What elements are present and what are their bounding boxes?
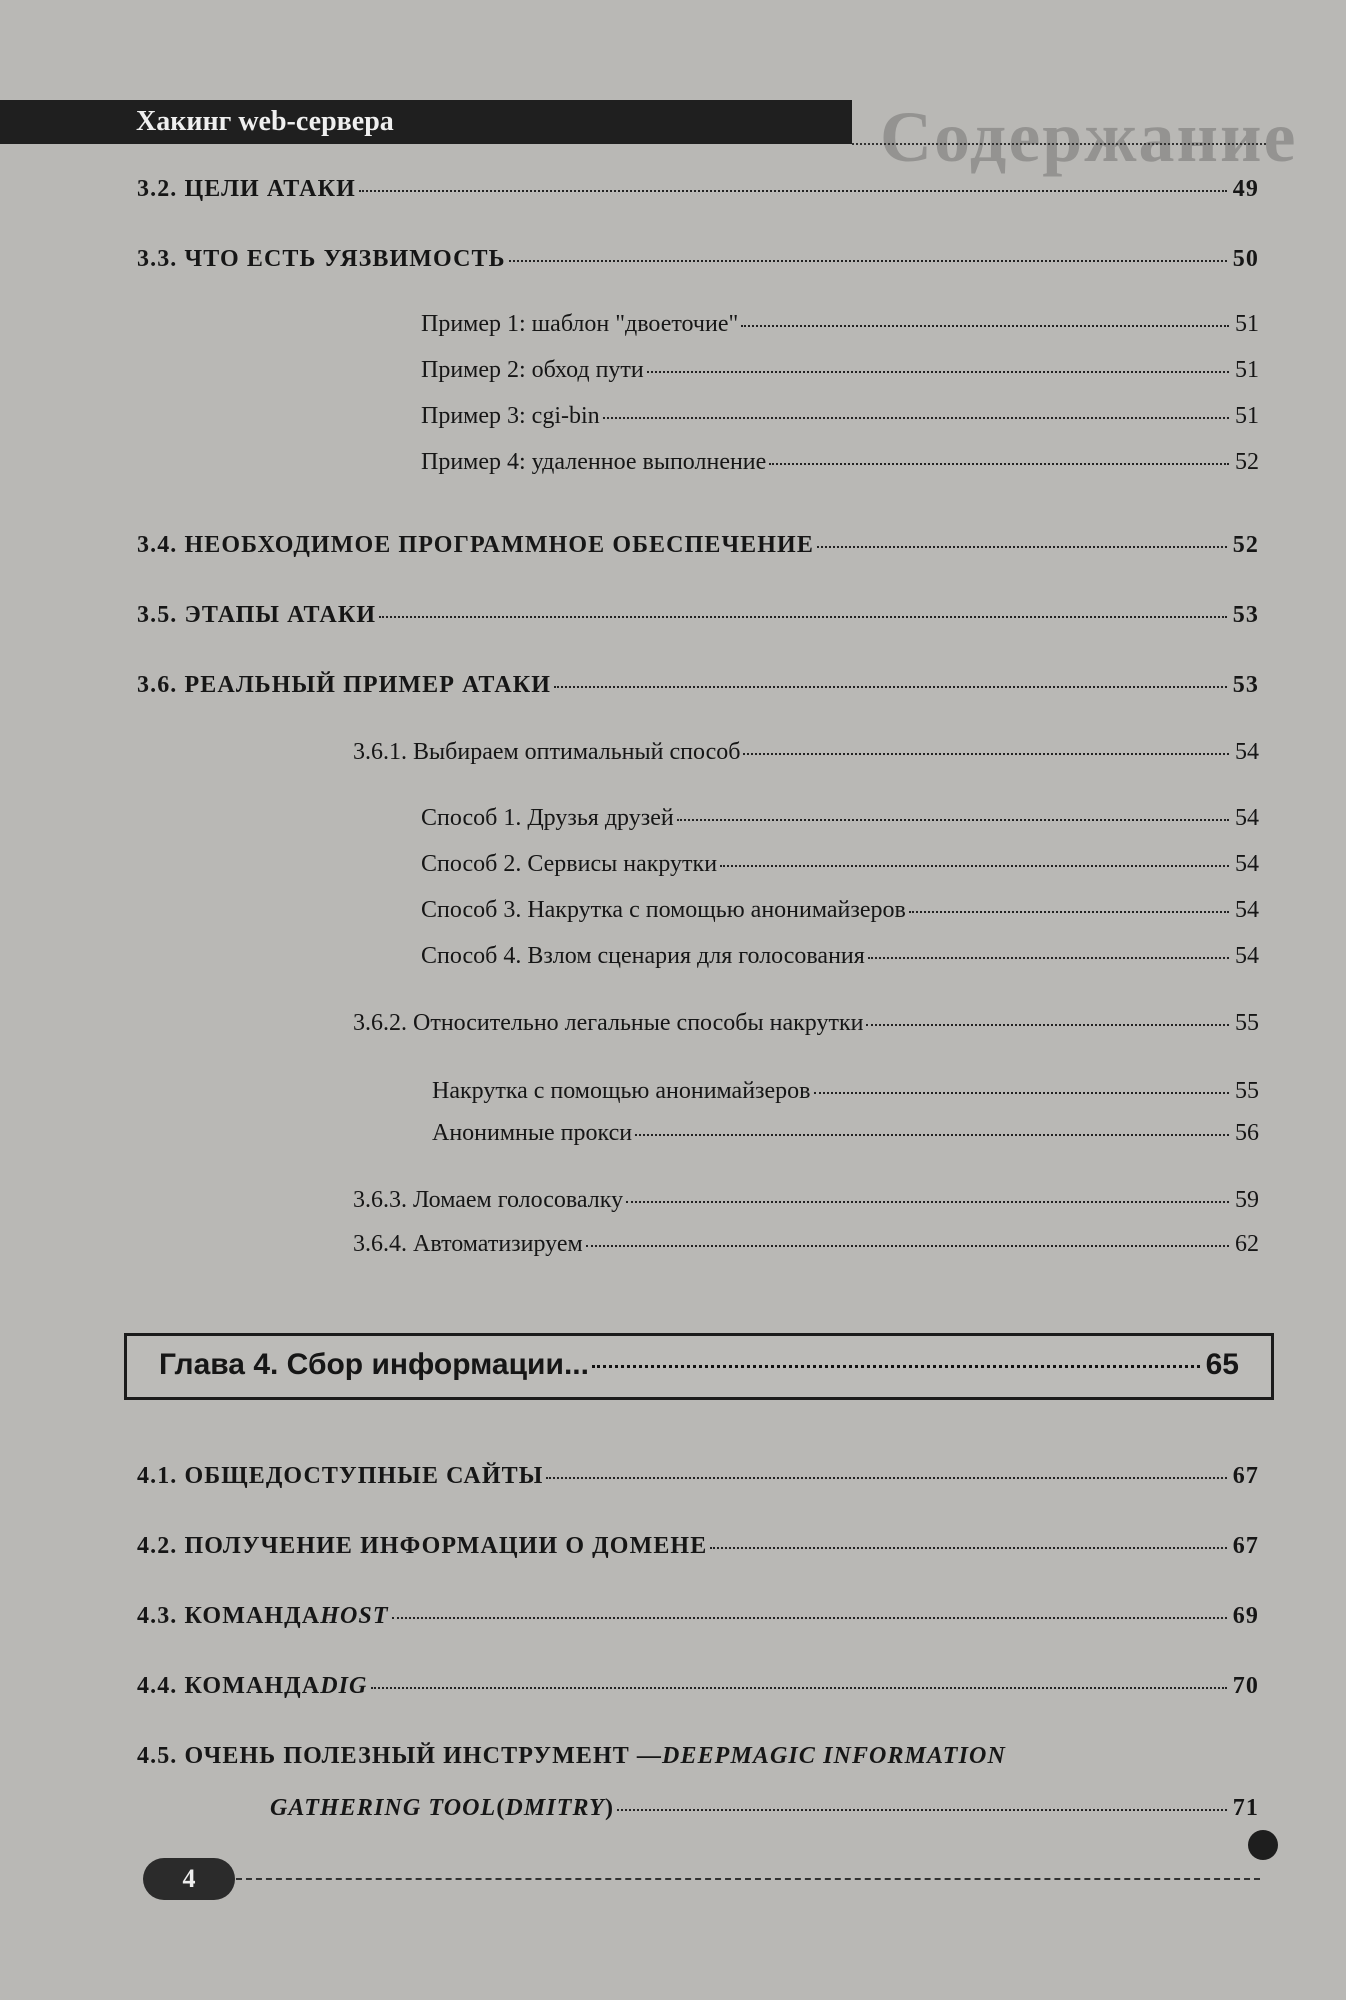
toc-leader (909, 911, 1229, 913)
toc-title: ПОЛУЧЕНИЕ ИНФОРМАЦИИ О ДОМЕНЕ (184, 1533, 708, 1559)
toc-entry-example-2[interactable] (421, 357, 1259, 384)
toc-title: ОЧЕНЬ ПОЛЕЗНЫЙ ИНСТРУМЕНТ — (184, 1743, 663, 1769)
toc-title-italic: DMITRY (505, 1795, 605, 1821)
toc-title: 3.6.1. Выбираем оптимальный способ (353, 739, 741, 765)
toc-page: 49 (1232, 176, 1259, 202)
toc-leader (710, 1547, 1226, 1549)
toc-title: Анонимные прокси (432, 1120, 633, 1146)
toc-page: 54 (1235, 739, 1259, 765)
toc-title-plain: ) (604, 1795, 615, 1821)
toc-title: Способ 2. Сервисы накрутки (421, 851, 718, 877)
toc-page: 53 (1232, 672, 1259, 698)
toc-page: 69 (1232, 1603, 1259, 1629)
toc-title: КОМАНДА (184, 1673, 321, 1699)
toc-page: 51 (1235, 357, 1259, 383)
toc-title: Способ 4. Взлом сценария для голосования (421, 943, 865, 969)
toc-number: 3.2. (137, 176, 178, 202)
ghost-chapter-title: Содержание (880, 97, 1298, 177)
toc-number: 3.5. (137, 602, 178, 628)
toc-entry-4-2[interactable] (137, 1533, 1259, 1560)
toc-number: 4.1. (137, 1463, 178, 1489)
toc-title-italic: HOST (320, 1603, 389, 1629)
toc-entry-method-1[interactable] (421, 805, 1259, 832)
toc-entry-anonymous-proxies[interactable] (432, 1120, 1259, 1147)
toc-entry-example-3[interactable] (421, 403, 1259, 430)
toc-entry-4-3[interactable] (137, 1603, 1259, 1630)
toc-leader (371, 1687, 1227, 1689)
toc-page: 54 (1235, 943, 1259, 969)
toc-entry-chapter-4[interactable] (159, 1348, 1239, 1382)
toc-leader (743, 753, 1229, 755)
toc-page: 71 (1232, 1795, 1259, 1821)
toc-title: Накрутка с помощью анонимайзеров (432, 1078, 811, 1104)
toc-title: НЕОБХОДИМОЕ ПРОГРАММНОЕ ОБЕСПЕЧЕНИЕ (184, 532, 814, 558)
toc-title-plain: ( (496, 1795, 506, 1821)
toc-leader (617, 1809, 1227, 1811)
toc-entry-4-5[interactable] (137, 1743, 1259, 1770)
toc-leader (741, 325, 1229, 327)
toc-number: 3.6. (137, 672, 178, 698)
toc-entry-anonymizers[interactable] (432, 1078, 1259, 1105)
toc-entry-3-6[interactable] (137, 672, 1259, 699)
toc-entry-4-1[interactable] (137, 1463, 1259, 1490)
toc-number: 4.2. (137, 1533, 178, 1559)
running-header-title: Хакинг web-сервера (136, 106, 394, 137)
toc-page: 51 (1235, 311, 1259, 337)
toc-title: ЧТО ЕСТЬ УЯЗВИМОСТЬ (184, 246, 506, 272)
toc-leader (554, 686, 1227, 688)
toc-leader (868, 957, 1229, 959)
toc-page: 65 (1205, 1348, 1239, 1381)
toc-title: Пример 2: обход пути (421, 357, 644, 383)
toc-page: 54 (1235, 897, 1259, 923)
toc-leader (626, 1201, 1229, 1203)
toc-entry-3-2[interactable] (137, 176, 1259, 203)
toc-entry-method-2[interactable] (421, 851, 1259, 878)
chapter-title: Глава 4. Сбор информации... (159, 1348, 589, 1381)
toc-leader (817, 546, 1227, 548)
toc-page: 55 (1235, 1078, 1259, 1104)
toc-entry-method-3[interactable] (421, 897, 1259, 924)
toc-entry-4-5-continued[interactable] (270, 1795, 1259, 1822)
toc-entry-4-4[interactable] (137, 1673, 1259, 1700)
toc-title: Пример 4: удаленное выполнение (421, 449, 767, 475)
toc-number: 4.3. (137, 1603, 178, 1629)
toc-title: 3.6.4. Автоматизируем (353, 1231, 583, 1257)
toc-leader (814, 1092, 1229, 1094)
toc-leader (546, 1477, 1226, 1479)
toc-title: Пример 1: шаблон "двоеточие" (421, 311, 739, 337)
toc-leader (635, 1134, 1229, 1136)
toc-entry-3-3[interactable] (137, 246, 1259, 273)
toc-leader (720, 865, 1229, 867)
toc-leader (586, 1245, 1229, 1247)
toc-title: ОБЩЕДОСТУПНЫЕ САЙТЫ (184, 1463, 544, 1489)
toc-entry-method-4[interactable] (421, 943, 1259, 970)
toc-title: Способ 1. Друзья друзей (421, 805, 674, 831)
running-header-bar (0, 100, 852, 144)
toc-leader (392, 1617, 1227, 1619)
page-number-badge: 4 (143, 1858, 235, 1900)
toc-leader (359, 190, 1227, 192)
toc-entry-example-1[interactable] (421, 311, 1259, 338)
toc-page: 70 (1232, 1673, 1259, 1699)
header-dotted-rule (852, 143, 1266, 145)
toc-number: 4.4. (137, 1673, 178, 1699)
toc-title: 3.6.2. Относительно легальные способы накрутки (353, 1010, 864, 1036)
toc-title-italic: DEEPMAGIC INFORMATION (662, 1743, 1006, 1769)
toc-title: Способ 3. Накрутка с помощью анонимайзеров (421, 897, 906, 923)
toc-leader (603, 417, 1229, 419)
toc-entry-3-6-4[interactable] (353, 1231, 1259, 1258)
toc-page: 56 (1235, 1120, 1259, 1146)
toc-title: РЕАЛЬНЫЙ ПРИМЕР АТАКИ (184, 672, 552, 698)
toc-leader (379, 616, 1227, 618)
footer-bullet-icon (1248, 1830, 1278, 1860)
chapter-4-box (124, 1333, 1274, 1400)
toc-title: КОМАНДА (184, 1603, 321, 1629)
toc-entry-3-6-1[interactable] (353, 739, 1259, 766)
toc-page: 52 (1232, 532, 1259, 558)
toc-number: 3.3. (137, 246, 178, 272)
toc-page: 55 (1235, 1010, 1259, 1036)
toc-title: 3.6.3. Ломаем голосовалку (353, 1187, 624, 1213)
toc-leader (677, 819, 1229, 821)
toc-leader (509, 260, 1227, 262)
toc-page: 52 (1235, 449, 1259, 475)
toc-title-italic: DIG (320, 1673, 368, 1699)
toc-page: 67 (1232, 1463, 1259, 1489)
toc-number: 4.5. (137, 1743, 178, 1769)
toc-entry-3-6-3[interactable] (353, 1187, 1259, 1214)
toc-page: 54 (1235, 851, 1259, 877)
toc-title: ЦЕЛИ АТАКИ (184, 176, 356, 202)
toc-title: Пример 3: cgi-bin (421, 403, 600, 429)
toc-entry-3-4[interactable] (137, 532, 1259, 559)
toc-leader (866, 1024, 1229, 1026)
toc-entry-3-6-2[interactable] (353, 1010, 1259, 1037)
footer-dashed-rule (236, 1878, 1260, 1880)
toc-number: 3.4. (137, 532, 178, 558)
toc-entry-example-4[interactable] (421, 449, 1259, 476)
toc-page: 53 (1232, 602, 1259, 628)
toc-entry-3-5[interactable] (137, 602, 1259, 629)
toc-page: 50 (1232, 246, 1259, 272)
toc-title: ЭТАПЫ АТАКИ (184, 602, 377, 628)
toc-page: 54 (1235, 805, 1259, 831)
toc-page: 51 (1235, 403, 1259, 429)
toc-leader (769, 463, 1229, 465)
toc-leader (592, 1365, 1200, 1368)
toc-title-italic: GATHERING TOOL (270, 1795, 497, 1821)
toc-page: 59 (1235, 1187, 1259, 1213)
toc-page: 62 (1235, 1231, 1259, 1257)
toc-leader (647, 371, 1229, 373)
toc-page: 67 (1232, 1533, 1259, 1559)
